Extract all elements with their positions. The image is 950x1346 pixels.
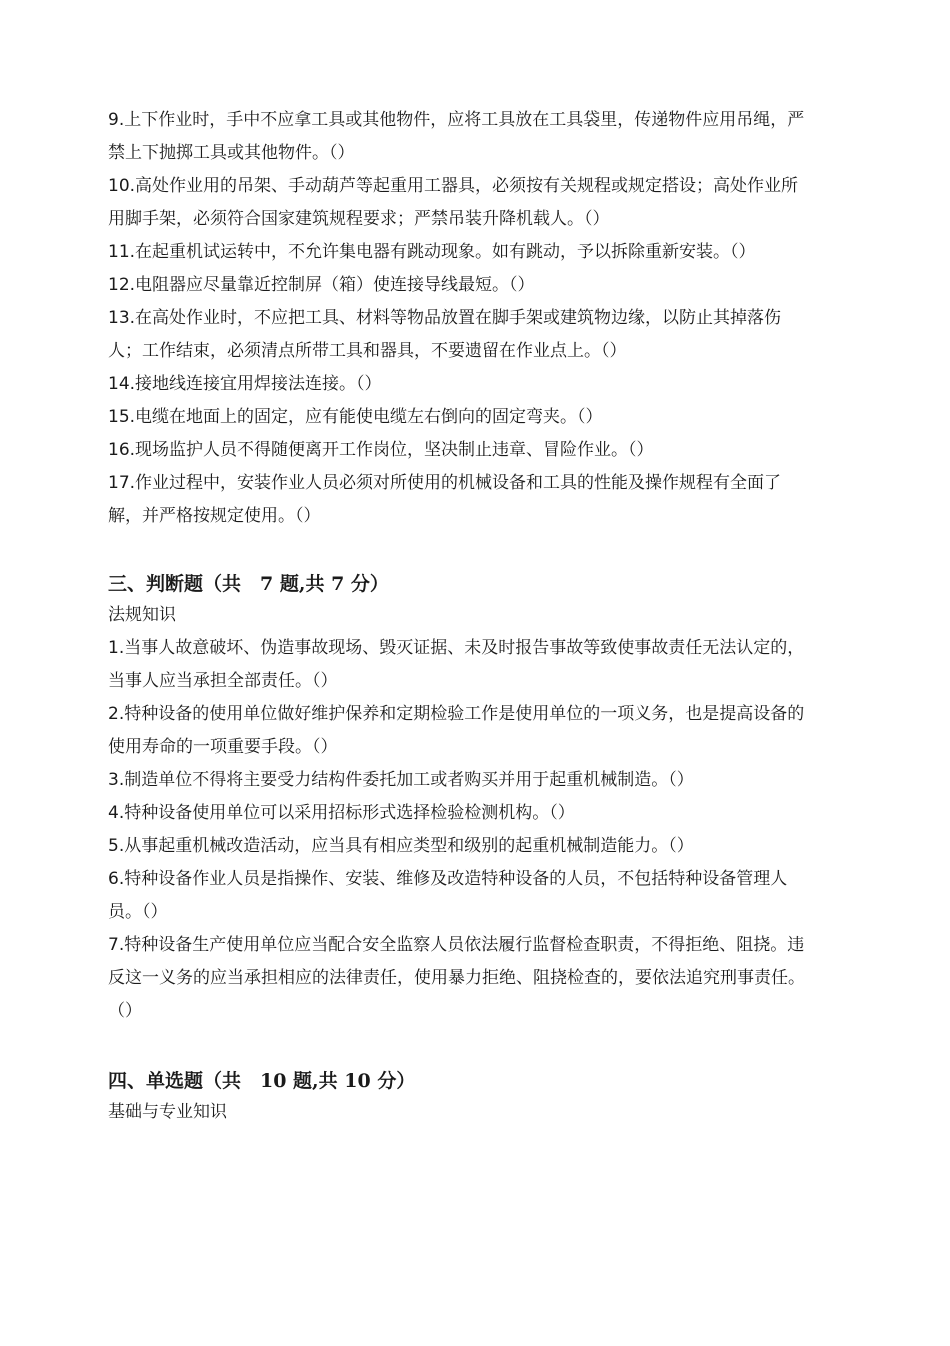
question-17: 17.作业过程中，安装作业人员必须对所使用的机械设备和工具的性能及操作规程有全面了解，并严格按规定使用。（） — [108, 473, 782, 526]
judgment-question-7: 7.特种设备生产使用单位应当配合安全监察人员依法履行监督检查职责，不得拒绝、阻挠。违反这一义务的应当承担相应的法律责任，使用暴力拒绝、阻挠检查的，要依法追究刑事责任。（） — [108, 935, 805, 1021]
question-list-top — [108, 104, 808, 533]
judgment-question-4: 4.特种设备使用单位可以采用招标形式选择检验检测机构。（） — [108, 803, 575, 823]
question-13: 13.在高处作业时，不应把工具、材料等物品放置在脚手架或建筑物边缘，以防止其掉落伤人；工作结束，必须清点所带工具和器具，不要遗留在作业点上。（） — [108, 308, 782, 361]
question-9: 9.上下作业时，手中不应拿工具或其他物件，应将工具放在工具袋里，传递物件应用吊绳，严禁上下抛掷工具或其他物件。（） — [108, 110, 805, 163]
section-3-title: 三、判断题（共 7 题,共 7 分） — [108, 573, 389, 595]
question-10: 10.高处作业用的吊架、手动葫芦等起重用工器具，必须按有关规程或规定搭设；高处作业所用脚手架，必须符合国家建筑规程要求；严禁吊装升降机载人。（） — [108, 176, 799, 229]
question-15: 15.电缆在地面上的固定，应有能使电缆左右倒向的固定弯夹。（） — [108, 407, 603, 427]
section-3-subhead: 法规知识 — [108, 605, 176, 625]
judgment-question-5: 5.从事起重机械改造活动，应当具有相应类型和级别的起重机械制造能力。（） — [108, 836, 694, 856]
document-page — [108, 104, 808, 1129]
question-11: 11.在起重机试运转中，不允许集电器有跳动现象。如有跳动，予以拆除重新安装。（） — [108, 242, 756, 262]
judgment-question-6: 6.特种设备作业人员是指操作、安装、维修及改造特种设备的人员，不包括特种设备管理人员。（） — [108, 869, 788, 922]
judgment-question-3: 3.制造单位不得将主要受力结构件委托加工或者购买并用于起重机械制造。（） — [108, 770, 694, 790]
question-14: 14.接地线连接宜用焊接法连接。（） — [108, 374, 382, 394]
section-3-questions — [108, 632, 808, 1028]
section-4-subhead: 基础与专业知识 — [108, 1102, 227, 1122]
judgment-question-1: 1.当事人故意破坏、伪造事故现场、毁灭证据、未及时报告事故等致使事故责任无法认定的，当事人应当承担全部责任。（） — [108, 638, 805, 691]
section-4-title: 四、单选题（共 10 题,共 10 分） — [108, 1070, 416, 1092]
judgment-question-2: 2.特种设备的使用单位做好维护保养和定期检验工作是使用单位的一项义务，也是提高设备的使用寿命的一项重要手段。（） — [108, 704, 805, 757]
question-12: 12.电阻器应尽量靠近控制屏（箱）使连接导线最短。（） — [108, 275, 535, 295]
question-16: 16.现场监护人员不得随便离开工作岗位，坚决制止违章、冒险作业。（） — [108, 440, 654, 460]
